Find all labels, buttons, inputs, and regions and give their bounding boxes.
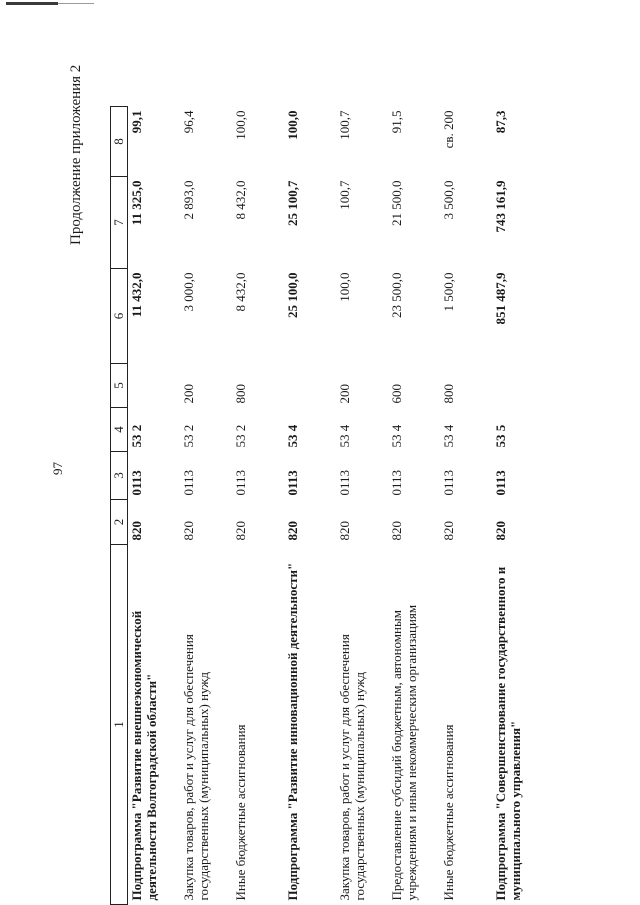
cell-col-6: 11 432,0 bbox=[129, 272, 144, 318]
table-row bbox=[492, 107, 544, 905]
table-row bbox=[440, 107, 492, 905]
row-name-cell: Закупка товаров, работ и услуг для обеспечения государственных (муниципальных) нужд bbox=[337, 634, 368, 901]
cell-col-6: 23 500,0 bbox=[389, 272, 404, 318]
cell-col-6: 1 500,0 bbox=[441, 272, 456, 312]
cell-col-7: 100,7 bbox=[337, 180, 352, 210]
cell-col-4: 53 2 bbox=[233, 424, 248, 448]
cell-col-8: 100,0 bbox=[233, 110, 248, 140]
cell-col-3: 0113 bbox=[493, 470, 508, 496]
cell-col-7: 3 500,0 bbox=[441, 180, 456, 220]
cell-col-6: 851 487,9 bbox=[493, 272, 508, 325]
table-row bbox=[128, 107, 181, 905]
cell-col-4: 53 4 bbox=[285, 424, 300, 448]
cell-col-3: 0113 bbox=[181, 469, 196, 496]
cell-col-4: 53 4 bbox=[337, 424, 352, 448]
cell-col-2: 820 bbox=[441, 521, 456, 541]
row-name-cell: Подпрограмма "Совершенствование государственного и муниципального управления" bbox=[493, 566, 524, 901]
col-header-5: 5 bbox=[111, 364, 128, 408]
col-header-1: 1 bbox=[111, 545, 128, 905]
cell-col-6: 3 000,0 bbox=[181, 272, 196, 312]
cell-col-7: 11 325,0 bbox=[129, 180, 144, 226]
cell-col-8: 100,0 bbox=[285, 110, 300, 140]
cell-col-3: 0113 bbox=[441, 469, 456, 496]
row-name-cell: Подпрограмма "Развитие инновационной деятельности" bbox=[285, 562, 300, 901]
cell-col-7: 21 500,0 bbox=[389, 180, 404, 226]
table-row bbox=[284, 107, 336, 905]
col-header-3: 3 bbox=[111, 452, 128, 500]
cell-col-8: 100,7 bbox=[337, 110, 352, 140]
table-row bbox=[232, 107, 284, 905]
header-row bbox=[111, 107, 128, 905]
row-name-cell: Подпрограмма "Развитие внешнеэкономической деятельности Волгоградской области" bbox=[129, 610, 160, 901]
cell-col-8: 96,4 bbox=[181, 110, 196, 134]
cell-col-8: 91,5 bbox=[389, 110, 404, 134]
cell-col-3: 0113 bbox=[129, 470, 144, 496]
cell-col-3: 0113 bbox=[233, 469, 248, 496]
col-header-8: 8 bbox=[111, 107, 128, 177]
col-header-2: 2 bbox=[111, 500, 128, 545]
cell-col-5 bbox=[284, 364, 336, 408]
table-row bbox=[180, 107, 232, 905]
col-header-4: 4 bbox=[111, 408, 128, 452]
cell-col-8: 99,1 bbox=[129, 110, 144, 134]
cell-col-2: 820 bbox=[181, 521, 196, 541]
cell-col-5 bbox=[492, 364, 544, 408]
cell-col-2: 820 bbox=[493, 521, 508, 541]
cell-col-7: 743 161,9 bbox=[493, 180, 508, 233]
row-name-cell: Иные бюджетные ассигнования bbox=[441, 724, 456, 901]
cell-col-3: 0113 bbox=[337, 469, 352, 496]
cell-col-2: 820 bbox=[285, 521, 300, 541]
cell-col-6: 8 432,0 bbox=[233, 272, 248, 312]
cell-col-8: св. 200 bbox=[441, 110, 456, 149]
row-name-cell: Иные бюджетные ассигнования bbox=[233, 724, 248, 901]
cell-col-2: 820 bbox=[233, 521, 248, 541]
col-header-6: 6 bbox=[111, 269, 128, 364]
cell-col-4: 53 2 bbox=[129, 424, 144, 448]
row-name-cell: Предоставление субсидий бюджетным, автономным учреждениям и иным некоммерческим организациям bbox=[389, 604, 420, 901]
cell-col-5: 600 bbox=[389, 384, 404, 404]
page-number: 97 bbox=[50, 462, 65, 475]
table-row bbox=[388, 107, 440, 905]
cell-col-7: 8 432,0 bbox=[233, 180, 248, 220]
cell-col-5: 800 bbox=[441, 384, 456, 404]
row-name-cell: Закупка товаров, работ и услуг для обеспечения государственных (муниципальных) нужд bbox=[181, 634, 212, 901]
cell-col-2: 820 bbox=[389, 521, 404, 541]
cell-col-4: 53 4 bbox=[389, 424, 404, 448]
table-caption: Продолжение приложения 2 bbox=[68, 64, 84, 245]
table-row bbox=[336, 107, 388, 905]
cell-col-3: 0113 bbox=[285, 470, 300, 496]
cell-col-6: 100,0 bbox=[337, 272, 352, 302]
budget-table bbox=[110, 106, 544, 905]
cell-col-2: 820 bbox=[129, 521, 144, 541]
cell-col-4: 53 4 bbox=[441, 424, 456, 448]
cell-col-5: 200 bbox=[337, 384, 352, 404]
cell-col-6: 25 100,0 bbox=[285, 272, 300, 318]
cell-col-2: 820 bbox=[337, 521, 352, 541]
cell-col-3: 0113 bbox=[389, 469, 404, 496]
cell-col-7: 25 100,7 bbox=[285, 180, 300, 226]
cell-col-4: 53 2 bbox=[181, 424, 196, 448]
cell-col-5 bbox=[128, 364, 181, 408]
cell-col-5: 200 bbox=[181, 384, 196, 404]
col-header-7: 7 bbox=[111, 177, 128, 269]
cell-col-5: 800 bbox=[233, 384, 248, 404]
cell-col-7: 2 893,0 bbox=[181, 180, 196, 220]
cell-col-4: 53 5 bbox=[493, 424, 508, 448]
cell-col-8: 87,3 bbox=[493, 110, 508, 134]
